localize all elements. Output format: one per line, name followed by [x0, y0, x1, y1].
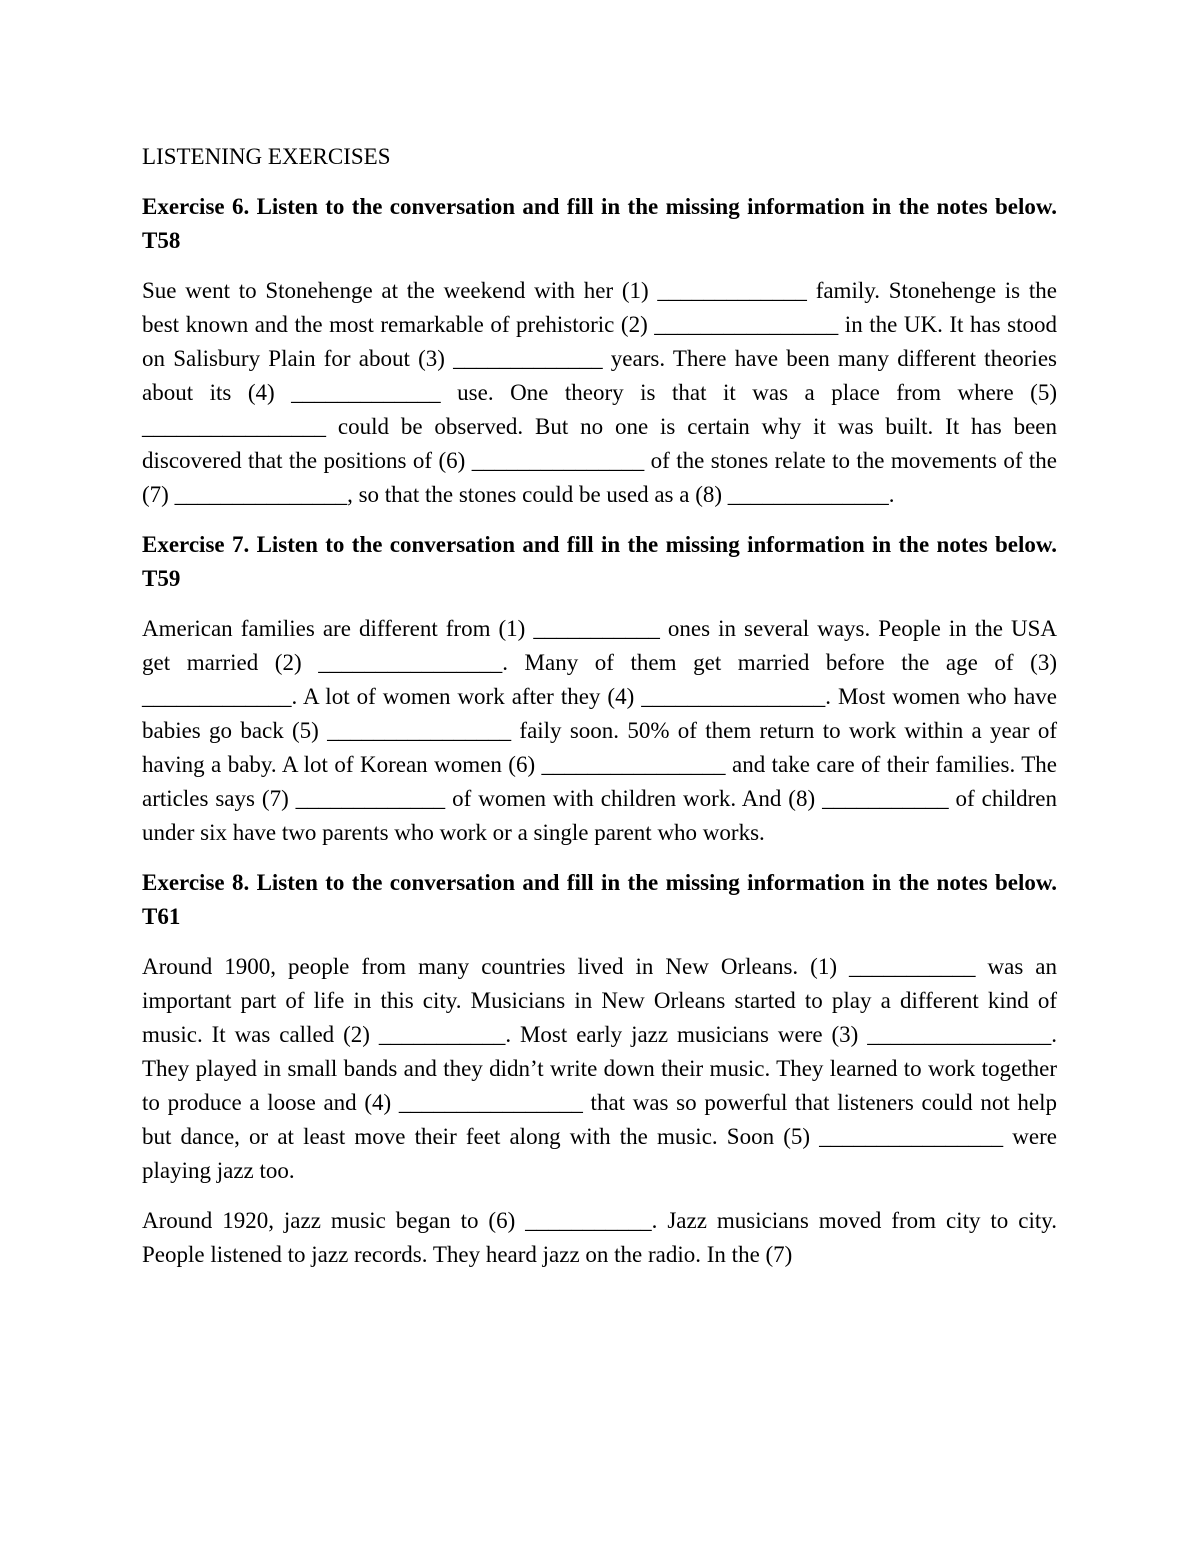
exercise-heading: Exercise 8. Listen to the conversation and fill in the missing information in the notes below. T61 [142, 870, 1057, 929]
exercise-8 [142, 866, 1057, 1272]
exercise-heading: Exercise 6. Listen to the conversation and fill in the missing information in the notes below. T58 [142, 194, 1057, 253]
exercise-paragraph: American families are different from (1) ___________ ones in several ways. People in the USA get married (2) ________________. Many of them get married before the age of (3) _____________. A lot of women work after they (4) ________________. Most women who have babies go back (5) ________________ faily soon. 50% of them return to work within a year of having a baby. A lot of Korean women (6) ________________ and take care of their families. The articles says (7) _____________ of women with children work. And (8) ___________ of children under six have two parents who work or a single parent who works. [142, 616, 1057, 845]
exercise-paragraph: Around 1920, jazz music began to (6) ___________. Jazz musicians moved from city to city. People listened to jazz records. They heard jazz on the radio. In the (7) [142, 1208, 1057, 1267]
exercise-heading: Exercise 7. Listen to the conversation and fill in the missing information in the notes below. T59 [142, 532, 1057, 591]
document-title: LISTENING EXERCISES [142, 144, 391, 169]
exercise-7 [142, 528, 1057, 850]
exercise-paragraph: Sue went to Stonehenge at the weekend with her (1) _____________ family. Stonehenge is the best known and the most remarkable of prehistoric (2) ________________ in the UK. It has stood on Salisbury Plain for about (3) _____________ years. There have been many different theories about its (4) _____________ use. One theory is that it was a place from where (5) ________________ could be observed. But no one is certain why it was built. It has been discovered that the positions of (6) _______________ of the stones relate to the movements of the (7) _______________, so that the stones could be used as a (8) ______________. [142, 278, 1057, 507]
document-page [142, 140, 1057, 1288]
exercise-paragraph: Around 1900, people from many countries lived in New Orleans. (1) ___________ was an important part of life in this city. Musicians in New Orleans started to play a different kind of music. It was called (2) ___________. Most early jazz musicians were (3) ________________. They played in small bands and they didn’t write down their music. They learned to work together to produce a loose and (4) ________________ that was so powerful that listeners could not help but dance, or at least move their feet along with the music. Soon (5) ________________ were playing jazz too. [142, 954, 1057, 1183]
exercise-6 [142, 190, 1057, 512]
